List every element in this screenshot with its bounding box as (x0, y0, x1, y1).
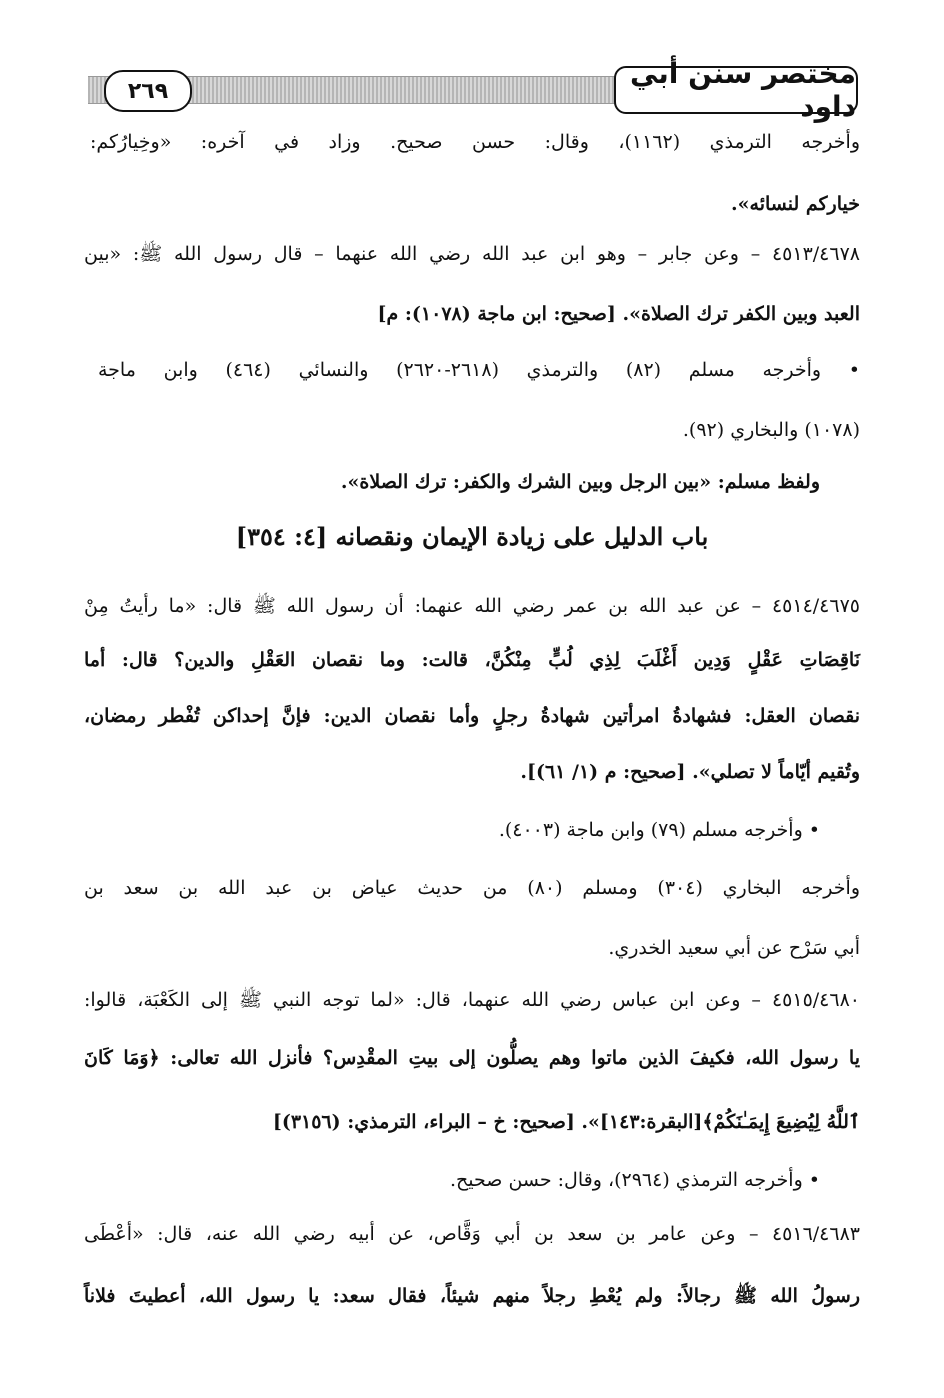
chapter-heading: باب الدليل على زيادة الإيمان ونقصانه [٤: ٣٥٤] (235, 522, 709, 551)
hadith-line: ٱللَّهُ لِيُضِيعَ إِيمَـٰنَكُمْ﴾[البقرة:١٤٣]». [صحيح: خ – البراء، الترمذي: (٣١٥٦)] (272, 1111, 860, 1133)
hadith-line: ٤٥١٥/٤٦٨٠ – وعن ابن عباس رضي الله عنهما، قال: «لما توجه النبي ﷺ إلى الكَعْبَة، قالوا: (84, 989, 860, 1011)
text-line: ولفظ مسلم: «بين الرجل وبين الشرك والكفر: ترك الصلاة». (340, 471, 820, 493)
hadith-line: نقصان العقل: فشهادةُ امرأتين شهادةُ رجلٍ وأما نقصان الدين: فإنَّ إحداكن تُفْطر رمضان، (84, 705, 860, 727)
hadith-line: وتُقيم أيّاماً لا تصلي». [صحيح: م (١/ ٦١)]. (520, 761, 860, 783)
text-line: أبي سَرْح عن أبي سعيد الخدري. (608, 937, 860, 959)
hadith-line: العبد وبين الكفر ترك الصلاة». [صحيح: ابن ماجة (١٠٧٨): م] (377, 303, 860, 325)
hadith-line: ٤٥١٣/٤٦٧٨ – وعن جابر – وهو ابن عبد الله رضي الله عنهما – قال رسول الله ﷺ: «بين (84, 243, 860, 265)
hadith-line: رسولُ الله ﷺ رجالاً: ولم يُعْطِ رجلاً منهم شيئاً، فقال سعد: يا رسول الله، أعطيتَ فلاناً (84, 1285, 860, 1307)
takhrij-line: • وأخرجه مسلم (٧٩) وابن ماجة (٤٠٠٣). (498, 819, 820, 841)
text-line: خياركم لنسائه». (731, 193, 860, 215)
page-number: ٢٦٩ (104, 70, 192, 112)
hadith-line: ٤٥١٤/٤٦٧٥ – عن عبد الله بن عمر رضي الله عنهما: أن رسول الله ﷺ قال: «ما رأيتُ مِنْ (84, 595, 860, 617)
hadith-line: ٤٥١٦/٤٦٨٣ – وعن عامر بن سعد بن أبي وَقَّاص، عن أبيه رضي الله عنه، قال: «أعْطَى (84, 1223, 860, 1245)
book-title: مختصر سنن أبي داود (614, 66, 858, 114)
hadith-line: نَاقِصَاتِ عَقْلٍ وَدِين أَغْلَبَ لِذِي لُبٍّ مِنْكُنَّ، قالت: وما نقصان العَقْلِ والدين؟ قال: أما (84, 649, 860, 671)
takhrij-line: (١٠٧٨) والبخاري (٩٢). (682, 419, 860, 441)
text-line: وأخرجه البخاري (٣٠٤) ومسلم (٨٠) من حديث عياض بن عبد الله بن سعد بن (84, 877, 860, 899)
takhrij-line: • وأخرجه مسلم (٨٢) والترمذي (٢٦١٨-٢٦٢٠) والنسائي (٤٦٤) وابن ماجة (98, 359, 860, 381)
takhrij-line: • وأخرجه الترمذي (٢٩٦٤)، وقال: حسن صحيح. (449, 1169, 820, 1191)
hadith-line: يا رسول الله، فكيفَ الذين ماتوا وهم يصلُّون إلى بيتِ المقْدِس؟ فأنزل الله تعالى: ﴿وَمَا كَانَ (84, 1047, 860, 1069)
text-line: وأخرجه الترمذي (١١٦٢)، وقال: حسن صحيح. وزاد في آخره: «وخِيارُكم: (90, 131, 860, 153)
